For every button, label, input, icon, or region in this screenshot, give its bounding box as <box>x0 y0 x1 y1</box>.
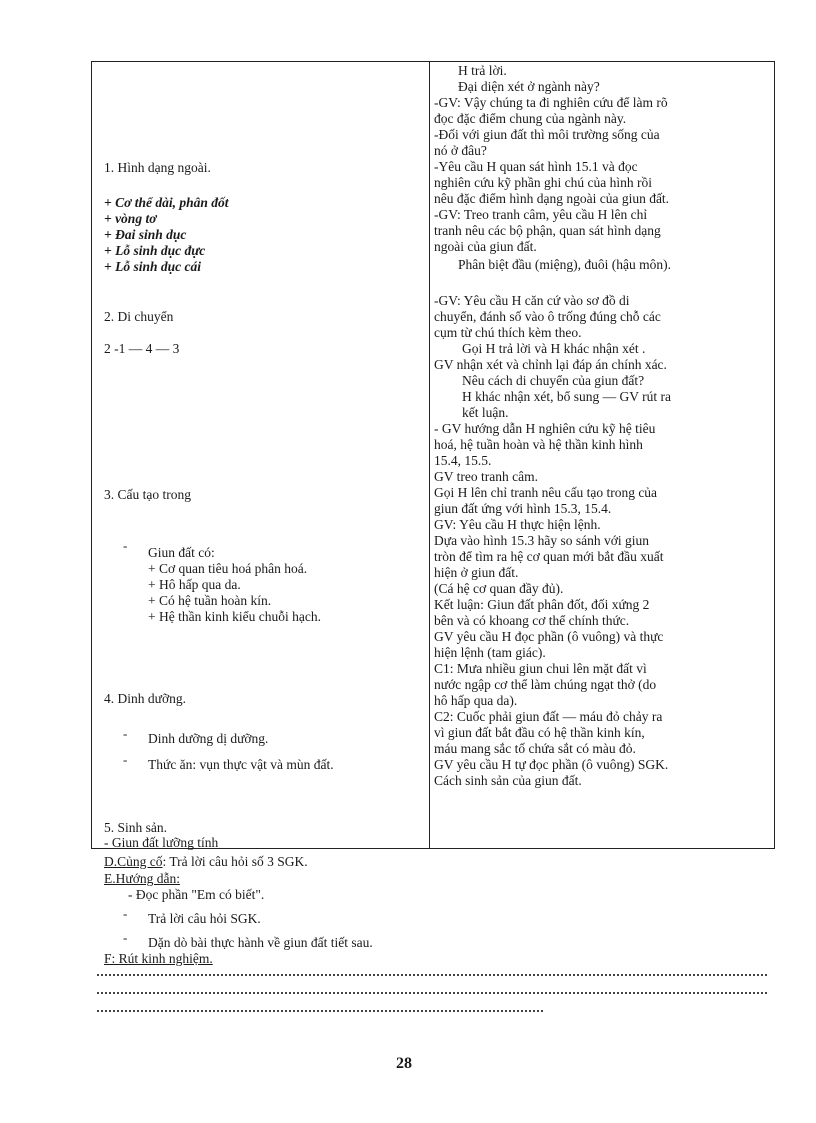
s3-lead: Giun đất có: <box>148 545 215 560</box>
right-line: nêu đặc điểm hình dạng ngoài của giun đất. <box>434 191 670 206</box>
right-line: hoá, hệ tuần hoàn và hệ thần kinh hình <box>434 437 643 452</box>
s1-item: + Lỗ sinh dục đực <box>104 243 206 258</box>
dotted-line <box>97 974 767 980</box>
right-line: Nêu cách di chuyển của giun đất? <box>462 373 645 388</box>
guidance-item: - Đọc phần "Em có biết". <box>128 887 265 902</box>
s3-item: + Có hệ tuần hoàn kín. <box>148 593 272 608</box>
right-line: C2: Cuốc phải giun đất — máu đỏ chảy ra <box>434 709 663 724</box>
guidance-item: Dặn dò bài thực hành về giun đất tiết sau. <box>148 935 373 950</box>
bullet-dash: - <box>123 930 128 945</box>
right-line: Cách sinh sản của giun đất. <box>434 773 582 788</box>
section-4-title: 4. Dinh dưỡng. <box>104 691 186 706</box>
section-5-title: 5. Sinh sản. <box>104 820 168 835</box>
s1-item: + Lỗ sinh dục cái <box>104 259 201 274</box>
bullet-dash: - <box>123 752 128 767</box>
right-line: cụm từ chú thích kèm theo. <box>434 325 582 340</box>
right-line: tranh nêu các bộ phận, quan sát hình dạng <box>434 223 661 238</box>
right-line: Phân biệt đầu (miệng), đuôi (hậu môn). <box>458 257 671 272</box>
page-number: 28 <box>396 1055 412 1072</box>
right-line: 15.4, 15.5. <box>434 453 492 468</box>
guidance-item: Trả lời câu hỏi SGK. <box>148 911 261 926</box>
bullet-dash: - <box>123 906 128 921</box>
s3-item: + Hệ thần kinh kiểu chuỗi hạch. <box>148 609 321 624</box>
dotted-line <box>97 992 767 998</box>
right-line: hiện lệnh (tam giác). <box>434 645 546 660</box>
s1-item: + Đai sinh dục <box>104 227 187 242</box>
dotted-line <box>97 1010 543 1016</box>
right-line: ngoài của giun đất. <box>434 239 537 254</box>
s3-item: + Cơ quan tiêu hoá phân hoá. <box>148 561 308 576</box>
section-3-title: 3. Cấu tạo trong <box>104 487 191 502</box>
right-line: giun đất ứng với hình 15.3, 15.4. <box>434 501 612 516</box>
right-line: hiện ở giun đất. <box>434 565 519 580</box>
right-line: - GV hướng dẫn H nghiên cứu kỹ hệ tiêu <box>434 421 656 436</box>
right-line: tròn để tìm ra hệ cơ quan mới bắt đầu xuất <box>434 549 664 564</box>
consolidation-label: D.Củng cố <box>104 854 163 869</box>
right-line: GV yêu cầu H tự đọc phần (ô vuông) SGK. <box>434 757 669 772</box>
right-line: Đại diện xét ở ngành này? <box>458 79 600 94</box>
s3-item: + Hô hấp qua da. <box>148 577 241 592</box>
s1-item: + Cơ thể dài, phân đốt <box>104 195 229 210</box>
right-line: đọc đặc điểm chung của ngành này. <box>434 111 627 126</box>
right-line: Kết luận: Giun đất phân đốt, đối xứng 2 <box>434 597 650 612</box>
section-2-title: 2. Di chuyển <box>104 309 174 324</box>
s5-text: - Giun đất lưỡng tính <box>104 835 219 850</box>
right-line: C1: Mưa nhiều giun chui lên mặt đất vì <box>434 661 647 676</box>
right-line: GV nhận xét và chỉnh lại đáp án chính xác. <box>434 357 667 372</box>
right-line: chuyển, đánh số vào ô trống đúng chỗ các <box>434 309 661 324</box>
right-line: (Cá hệ cơ quan đầy đủ). <box>434 581 564 596</box>
s4-item: Thức ăn: vụn thực vật và mùn đất. <box>148 757 334 772</box>
experience-label: F: Rút kinh nghiệm. <box>104 951 213 966</box>
right-line: GV yêu cầu H đọc phần (ô vuông) và thực <box>434 629 664 644</box>
right-line: nghiên cứu kỹ phần ghi chú của hình rồi <box>434 175 653 190</box>
right-line: Dựa vào hình 15.3 hãy so sánh với giun <box>434 533 650 548</box>
bullet-dash: - <box>123 726 128 741</box>
right-line: máu mang sắc tố chứa sắt có màu đỏ. <box>434 741 636 756</box>
column-divider <box>429 61 430 849</box>
right-line: hô hấp qua da). <box>434 693 518 708</box>
right-line: nước ngập cơ thể làm chúng ngạt thở (do <box>434 677 657 692</box>
right-line: Gọi H lên chỉ tranh nêu cấu tạo trong của <box>434 485 658 500</box>
right-line: GV: Yêu cầu H thực hiện lệnh. <box>434 517 601 532</box>
s1-item: + vòng tơ <box>104 211 157 226</box>
right-line: kết luận. <box>462 405 509 420</box>
right-line: bên và có khoang cơ thể chính thức. <box>434 613 630 628</box>
guidance-label: E.Hướng dẫn: <box>104 871 180 886</box>
right-line: -GV: Vậy chúng ta đi nghiên cứu để làm rõ <box>434 95 668 110</box>
right-line: vì giun đất bắt đầu có hệ thần kinh kín, <box>434 725 645 740</box>
right-line: Gọi H trả lời và H khác nhận xét . <box>462 341 646 356</box>
right-line: -Yêu cầu H quan sát hình 15.1 và đọc <box>434 159 638 174</box>
consolidation-text: : Trả lời câu hỏi số 3 SGK. <box>162 854 308 869</box>
section-1-title: 1. Hình dạng ngoài. <box>104 160 211 175</box>
bullet-dash: - <box>123 538 128 553</box>
s4-item: Dinh dưỡng dị dưỡng. <box>148 731 269 746</box>
right-line: GV treo tranh câm. <box>434 469 538 484</box>
consolidation-line <box>104 855 308 869</box>
right-line: -GV: Yêu cầu H căn cứ vào sơ đồ di <box>434 293 630 308</box>
right-line: -GV: Treo tranh câm, yêu cầu H lên chỉ <box>434 207 648 222</box>
right-line: nó ở đâu? <box>434 143 487 158</box>
right-line: -Đối với giun đất thì môi trường sống của <box>434 127 660 142</box>
right-line: H khác nhận xét, bổ sung — GV rút ra <box>462 389 671 404</box>
right-line: H trả lời. <box>458 63 507 78</box>
s2-sequence: 2 -1 — 4 — 3 <box>104 341 180 356</box>
